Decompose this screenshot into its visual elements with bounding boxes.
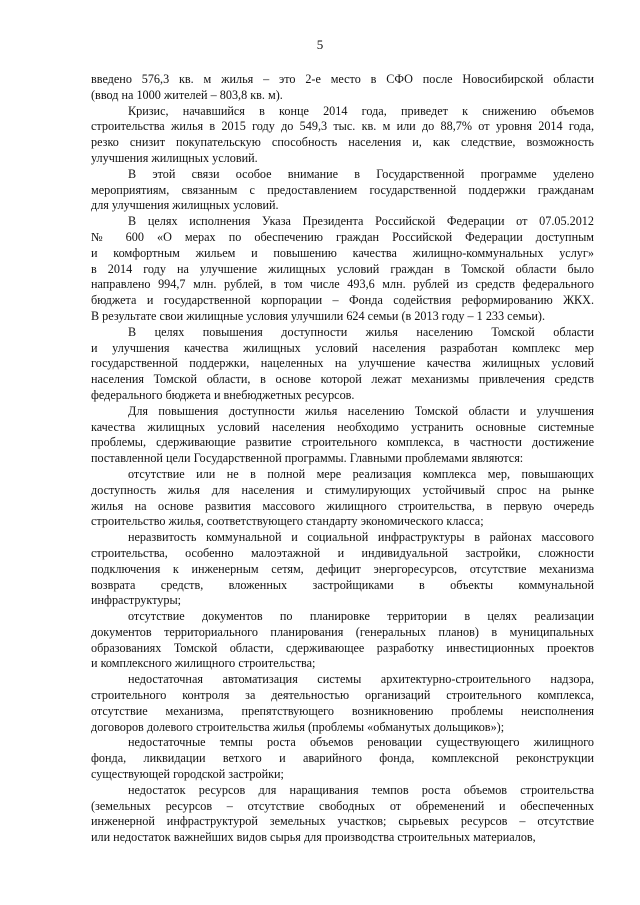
text-line: и комфортным жильем и повышению качества жилищно-коммунальных услуг»: [91, 245, 594, 260]
page-number: 5: [316, 37, 324, 52]
text-line: В целях повышения доступности жилья населению Томской области: [128, 324, 594, 339]
paragraph: [91, 609, 594, 672]
text-line: недостаточные темпы роста объемов реновации существующего жилищного: [128, 735, 594, 750]
text-line: неразвитость коммунальной и социальной инфраструктуры в районах массового: [128, 530, 594, 545]
text-line: строительного контроля за деятельностью организаций строительного комплекса,: [91, 688, 594, 703]
text-line: подключения к инженерным сетям, дефицит энергоресурсов, отсутствие механизма: [91, 561, 594, 576]
text-line: В результате свои жилищные условия улучшили 624 семьи (в 2013 году – 1 233 семьи).: [91, 308, 546, 323]
text-line: Для повышения доступности жилья населению Томской области и улучшения: [128, 403, 594, 418]
text-line: фонда, ликвидации ветхого и аварийного фонда, комплексной реконструкции: [91, 751, 594, 766]
text-line: (земельных ресурсов – отсутствие свободных от обременений и обеспеченных: [91, 798, 594, 813]
text-line: доступность жилья для населения и стимулирующих устойчивый спрос на рынке: [91, 482, 594, 497]
paragraph: [91, 530, 594, 609]
text-line: и улучшения качества жилищных условий населения разработан комплекс мер: [91, 340, 594, 355]
text-line: образованиях Томской области, сдерживающее разработку инвестиционных проектов: [91, 640, 594, 655]
text-line: инженерной инфраструктурой земельных участков; сырьевых ресурсов – отсутствие: [91, 814, 594, 829]
text-line: возврата средств, вложенных застройщиками в объекты коммунальной: [91, 577, 594, 592]
text-line: строительства, особенно малоэтажной и индивидуальной застройки, сложности: [91, 545, 594, 560]
text-line: введено 576,3 кв. м жилья – это 2-е место в СФО после Новосибирской области: [91, 72, 594, 86]
text-line: проблемы, сдерживающие развитие строительного комплекса, в частности достижение: [91, 435, 594, 450]
text-line: строительства жилья в 2015 году до 549,3 тыс. кв. м или до 88,7% от уровня 2014 года,: [91, 119, 594, 134]
paragraph: [91, 167, 594, 214]
text-line: (ввод на 1000 жителей – 803,8 кв. м).: [91, 87, 283, 102]
text-line: договоров долевого строительства жилья (проблемы «обманутых дольщиков»);: [91, 719, 505, 734]
text-line: недостаток ресурсов для наращивания темпов роста объемов строительства: [128, 782, 594, 797]
document-body: [91, 72, 594, 846]
text-line: Кризис, начавшийся в конце 2014 года, приведет к снижению объемов: [128, 103, 594, 118]
paragraph: [91, 672, 594, 735]
text-line: государственной поддержки, нацеленных на улучшение качества жилищных условий: [91, 356, 594, 371]
text-line: резко снизит покупательскую способность населения и, как следствие, возможность: [91, 135, 594, 150]
text-line: в 2014 году на улучшение жилищных условий граждан в Томской области было: [91, 261, 594, 276]
text-line: документов территориального планирования (генеральных планов) в муниципальных: [91, 624, 594, 639]
text-line: отсутствие документов по планировке территории в целях реализации: [128, 609, 594, 624]
text-line: отсутствие или не в полной мере реализация комплекса мер, повышающих: [128, 466, 594, 481]
text-line: качества жилищных условий населения необходимо устранить основные системные: [91, 419, 594, 434]
text-line: жилья на основе развития массового жилищного строительства, в первую очередь: [91, 498, 594, 513]
text-line: или недостаток важнейших видов сырья для производства строительных материалов,: [91, 830, 536, 845]
text-line: № 600 «О мерах по обеспечению граждан Российской Федерации доступным: [91, 229, 594, 244]
text-line: В целях исполнения Указа Президента Российской Федерации от 07.05.2012: [128, 214, 594, 229]
text-line: поставленной цели Государственной программы. Главными проблемами являются:: [91, 451, 524, 466]
paragraph: [91, 325, 594, 404]
text-line: бюджета и государственной корпорации – Фонда содействия реформированию ЖКХ.: [91, 293, 594, 308]
text-line: строительство жилья, соответствующего стандарту экономического класса;: [91, 514, 484, 529]
text-line: для улучшения жилищных условий.: [91, 198, 279, 213]
text-line: мероприятиям, связанным с предоставлением государственной поддержки гражданам: [91, 182, 594, 197]
text-line: недостаточная автоматизация системы архитектурно-строительного надзора,: [128, 672, 594, 687]
text-line: населения Томской области, в основе которой лежат механизмы привлечения средств: [91, 372, 594, 387]
paragraph: [91, 104, 594, 167]
text-line: направлено 994,7 млн. рублей, в том числе 493,6 млн. рублей из средств федерального: [91, 277, 594, 292]
paragraph: [91, 783, 594, 846]
text-line: инфраструктуры;: [91, 593, 182, 608]
paragraph: [91, 72, 594, 104]
paragraph: [91, 735, 594, 782]
text-line: существующей городской застройки;: [91, 767, 284, 782]
text-line: федерального бюджета и внебюджетных ресурсов.: [91, 387, 355, 402]
paragraph: [91, 467, 594, 530]
paragraph: [91, 214, 594, 325]
text-line: отсутствие механизма, препятствующего возникновению проблемы неисполнения: [91, 703, 594, 718]
text-line: улучшения жилищных условий.: [91, 150, 258, 165]
text-line: и комплексного жилищного строительства;: [91, 656, 316, 671]
text-line: В этой связи особое внимание в Государственной программе уделено: [128, 166, 594, 181]
paragraph: [91, 404, 594, 467]
